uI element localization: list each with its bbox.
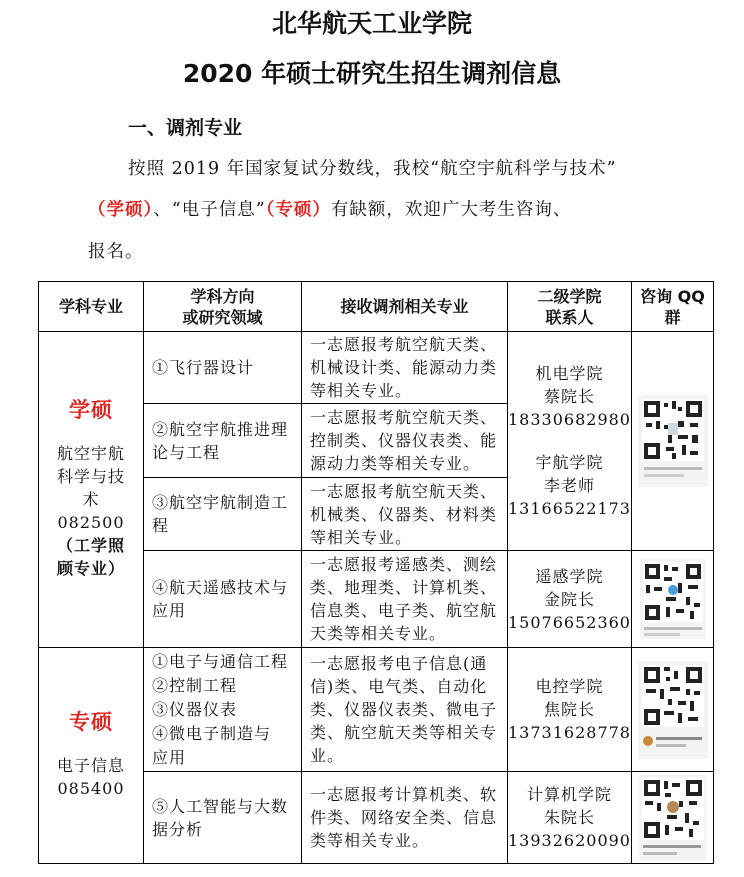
contact-college: 机电学院 [535, 364, 604, 383]
intro-line-1: 按照 2019 年国家复试分数线，我校“航空宇航科学与技术” [128, 159, 617, 179]
xueshuo-label: 学硕 [69, 398, 113, 422]
contact-cell [508, 551, 632, 648]
contact-person: 李老师 [543, 476, 595, 495]
contact-phone: 15076652360 [508, 612, 631, 632]
major-note: （工学照 [56, 536, 125, 555]
related-major-cell: 一志愿报考电子信息(通信)类、电气类、自动化类、仪器仪表类、微电子类、航空航天类等相关专业。 [302, 648, 508, 772]
contact-cell [508, 648, 632, 772]
direction-item: ①电子与通信工程 [152, 651, 289, 671]
page-title-line2: 2020 年硕士研究生招生调剂信息 [182, 59, 562, 88]
zhuanshuo-label: 专硕 [69, 710, 113, 734]
major-name: 科学与技 [56, 467, 125, 486]
intro-mid: 、“电子信息” [153, 200, 266, 220]
table-row [39, 648, 714, 772]
contact-college: 遥感学院 [535, 566, 604, 586]
direction-cell: ③航空宇航制造工程 [144, 478, 302, 551]
major-note: 顾专业） [56, 559, 125, 578]
contact-person: 金院长 [543, 589, 595, 609]
qr-code-icon [638, 661, 708, 759]
direction-cell: ④航天遥感技术与应用 [144, 551, 302, 648]
section-heading: 一、调剂专业 [128, 117, 243, 139]
contact-person: 朱院长 [543, 808, 595, 827]
qr-code-icon [639, 775, 707, 861]
related-major-cell: 一志愿报考航空航天类、机械类、仪器类、材料类等相关专业。 [302, 478, 508, 551]
contact-phone: 13731628778 [508, 723, 631, 742]
contact-cell [508, 332, 632, 551]
adjustment-table [38, 281, 714, 864]
qq-qr-cell [632, 551, 714, 648]
major-code: 082500 [57, 513, 125, 532]
major-code: 085400 [57, 779, 125, 798]
page-title-line1: 北华航天工业学院 [271, 9, 472, 38]
contact-phone: 13932620090 [508, 831, 631, 850]
qq-qr-cell [632, 332, 714, 551]
header-contact: 二级学院 联系人 [508, 282, 632, 332]
direction-cell [144, 648, 302, 772]
intro-line-2 [88, 196, 571, 221]
contact-cell [508, 772, 632, 864]
major-name: 电子信息 [56, 756, 125, 775]
qq-qr-cell [632, 648, 714, 772]
direction-cell: ②航空宇航推进理论与工程 [144, 404, 302, 478]
xueshuo-tag: （学硕） [88, 200, 154, 220]
direction-item: ②控制工程 [152, 675, 238, 695]
direction-item: ④微电子制造与 [152, 723, 272, 743]
qr-code-icon [638, 395, 708, 487]
intro-line-3: 报名。 [88, 242, 144, 262]
related-major-cell: 一志愿报考计算机类、软件类、网络安全类、信息类等相关专业。 [302, 772, 508, 864]
direction-cell: ①飞行器设计 [144, 332, 302, 404]
contact-college: 电控学院 [535, 677, 604, 696]
contact-college: 计算机学院 [526, 785, 612, 804]
direction-item: 应用 [152, 747, 187, 767]
contact-person: 焦院长 [543, 700, 595, 719]
intro-tail: 有缺额，欢迎广大考生咨询、 [330, 200, 572, 220]
contact-phone: 13166522173 [508, 499, 631, 518]
header-major: 学科专业 [39, 282, 144, 332]
group-xueshuo-cell [39, 332, 144, 648]
table-header-row [39, 282, 714, 332]
table-row [39, 332, 714, 404]
qr-code-icon [640, 559, 706, 639]
group-zhuanshuo-cell [39, 648, 144, 864]
header-direction: 学科方向 或研究领域 [144, 282, 302, 332]
header-related-major: 接收调剂相关专业 [302, 282, 508, 332]
qq-qr-cell [632, 772, 714, 864]
header-qq: 咨询 QQ 群 [632, 282, 714, 332]
direction-item: ③仪器仪表 [152, 699, 238, 719]
related-major-cell: 一志愿报考遥感类、测绘类、地理类、计算机类、信息类、电子类、航空航天类等相关专业。 [302, 551, 508, 648]
contact-college: 宇航学院 [535, 453, 604, 472]
direction-cell: ⑤人工智能与大数据分析 [144, 772, 302, 864]
related-major-cell: 一志愿报考航空航天类、控制类、仪器仪表类、能源动力类等相关专业。 [302, 404, 508, 478]
zhuanshuo-tag: （专硕） [265, 200, 331, 220]
contact-person: 蔡院长 [543, 387, 595, 406]
contact-phone: 18330682980 [508, 410, 631, 429]
related-major-cell: 一志愿报考航空航天类、机械设计类、能源动力类等相关专业。 [302, 332, 508, 404]
major-name: 航空宇航 [56, 444, 125, 463]
major-name: 术 [82, 490, 100, 509]
